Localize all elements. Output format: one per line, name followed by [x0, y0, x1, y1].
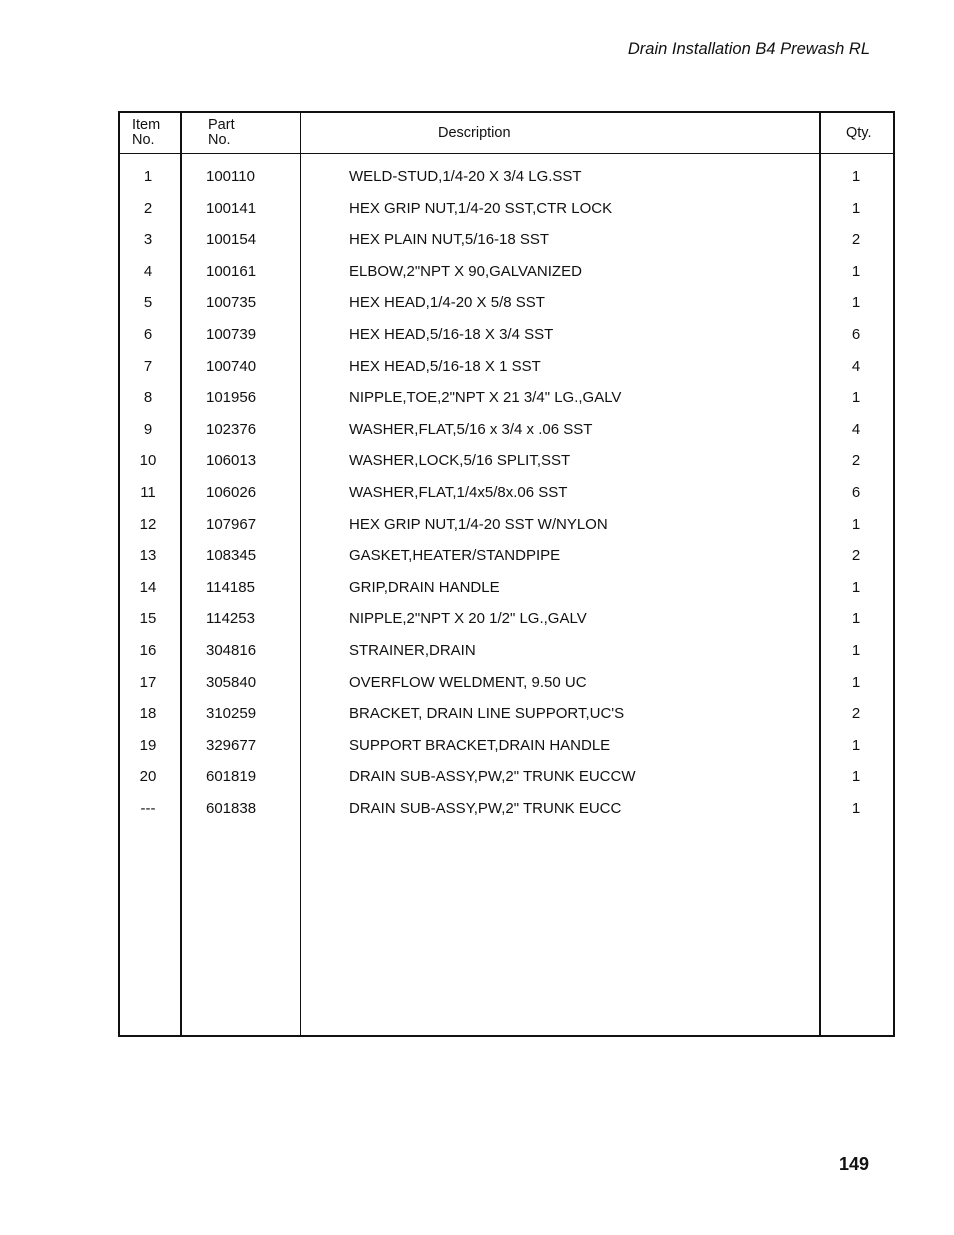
quantity-cell: 6 — [851, 325, 861, 343]
header-divider — [120, 153, 893, 154]
description-cell: HEX HEAD,1/4-20 X 5/8 SST — [349, 294, 545, 312]
description-cell: HEX PLAIN NUT,5/16-18 SST — [349, 231, 550, 249]
quantity-cell: 1 — [851, 515, 861, 533]
table-row — [120, 256, 893, 288]
description-cell: ELBOW,2"NPT X 90,GALVANIZED — [349, 262, 582, 280]
item-number-cell: 8 — [143, 389, 153, 407]
part-number-cell: 108345 — [206, 547, 257, 565]
item-number-cell: 6 — [143, 325, 153, 343]
description-cell: NIPPLE,TOE,2"NPT X 21 3/4" LG.,GALV — [349, 389, 622, 407]
quantity-cell: 1 — [851, 610, 861, 628]
item-number-cell: 19 — [139, 736, 157, 754]
table-row — [120, 572, 893, 604]
item-number-cell: 16 — [139, 641, 157, 659]
table-row — [120, 540, 893, 572]
quantity-cell: 4 — [851, 357, 861, 375]
item-number-cell: 1 — [143, 168, 153, 185]
description-cell: HEX HEAD,5/16-18 X 1 SST — [349, 357, 541, 375]
part-number-cell: 100739 — [206, 325, 257, 343]
quantity-cell: 2 — [851, 547, 861, 565]
description-cell: GRIP,DRAIN HANDLE — [349, 578, 500, 596]
description-cell: WELD-STUD,1/4-20 X 3/4 LG.SST — [349, 168, 582, 185]
part-number-cell: 100141 — [206, 199, 257, 217]
part-number-cell: 101956 — [206, 389, 257, 407]
description-cell: SUPPORT BRACKET,DRAIN HANDLE — [349, 736, 611, 754]
quantity-cell: 1 — [851, 262, 861, 280]
description-cell: DRAIN SUB-ASSY,PW,2" TRUNK EUCCW — [349, 768, 636, 786]
description-cell: NIPPLE,2"NPT X 20 1/2" LG.,GALV — [349, 610, 587, 628]
item-number-cell: 14 — [139, 578, 157, 596]
item-number-cell: --- — [140, 799, 156, 817]
description-cell: HEX GRIP NUT,1/4-20 SST W/NYLON — [349, 515, 608, 533]
table-row — [120, 761, 893, 793]
part-number-cell: 329677 — [206, 736, 257, 754]
item-number-cell: 9 — [143, 420, 153, 438]
quantity-cell: 2 — [851, 452, 861, 470]
parts-table-body — [120, 161, 893, 824]
part-number-cell: 100740 — [206, 357, 257, 375]
item-number-cell: 11 — [140, 483, 156, 501]
quantity-cell: 1 — [851, 799, 861, 817]
description-cell: HEX GRIP NUT,1/4-20 SST,CTR LOCK — [349, 199, 613, 217]
quantity-cell: 2 — [851, 705, 861, 723]
description-cell: HEX HEAD,5/16-18 X 3/4 SST — [349, 325, 554, 343]
table-row — [120, 698, 893, 730]
item-number-cell: 2 — [143, 199, 153, 217]
page-number: 149 — [838, 1154, 869, 1174]
description-cell: BRACKET, DRAIN LINE SUPPORT,UC'S — [349, 705, 625, 723]
item-number-cell: 3 — [143, 231, 153, 249]
description-cell: STRAINER,DRAIN — [349, 641, 476, 659]
part-number-cell: 102376 — [206, 420, 257, 438]
part-number-cell: 114185 — [206, 578, 255, 596]
column-header-description: Description — [438, 125, 511, 141]
part-number-cell: 100161 — [206, 262, 257, 280]
part-number-cell: 305840 — [206, 673, 257, 691]
column-header-qty: Qty. — [846, 125, 872, 141]
part-number-cell: 106013 — [206, 452, 257, 470]
page-header-title: Drain Installation B4 Prewash RL — [627, 40, 870, 58]
quantity-cell: 1 — [851, 673, 861, 691]
item-number-cell: 15 — [139, 610, 157, 628]
item-number-cell: 5 — [143, 294, 153, 312]
quantity-cell: 1 — [851, 389, 861, 407]
description-cell: OVERFLOW WELDMENT, 9.50 UC — [349, 673, 587, 691]
quantity-cell: 1 — [851, 641, 861, 659]
parts-table — [118, 111, 895, 1037]
quantity-cell: 1 — [851, 736, 861, 754]
item-number-cell: 4 — [143, 262, 153, 280]
column-header-part-no: Part No. — [208, 117, 235, 148]
quantity-cell: 2 — [851, 231, 861, 249]
table-row — [120, 793, 893, 825]
table-row — [120, 509, 893, 541]
item-number-cell: 12 — [139, 515, 157, 533]
item-number-cell: 7 — [143, 357, 153, 375]
part-number-cell: 106026 — [206, 483, 257, 501]
part-number-cell: 100154 — [206, 231, 257, 249]
table-row — [120, 603, 893, 635]
item-number-cell: 10 — [139, 452, 157, 470]
part-number-cell: 601838 — [206, 799, 257, 817]
item-number-cell: 13 — [139, 547, 157, 565]
table-row — [120, 667, 893, 699]
item-number-cell: 20 — [139, 768, 157, 786]
table-row — [120, 319, 893, 351]
description-cell: WASHER,FLAT,1/4x5/8x.06 SST — [349, 483, 568, 501]
part-number-cell: 100110 — [206, 168, 255, 185]
table-row — [120, 445, 893, 477]
table-row — [120, 193, 893, 225]
part-number-cell: 114253 — [206, 610, 255, 628]
description-cell: WASHER,LOCK,5/16 SPLIT,SST — [349, 452, 571, 470]
table-row — [120, 351, 893, 383]
quantity-cell: 1 — [851, 578, 861, 596]
table-row — [120, 730, 893, 762]
table-row — [120, 287, 893, 319]
table-row — [120, 224, 893, 256]
description-cell: GASKET,HEATER/STANDPIPE — [349, 547, 561, 565]
quantity-cell: 1 — [851, 168, 861, 185]
quantity-cell: 1 — [851, 199, 861, 217]
table-row — [120, 382, 893, 414]
part-number-cell: 310259 — [206, 705, 257, 723]
table-row — [120, 477, 893, 509]
item-number-cell: 18 — [139, 705, 157, 723]
item-number-cell: 17 — [139, 673, 157, 691]
quantity-cell: 6 — [851, 483, 861, 501]
quantity-cell: 4 — [851, 420, 861, 438]
part-number-cell: 107967 — [206, 515, 257, 533]
part-number-cell: 304816 — [206, 641, 257, 659]
table-row — [120, 414, 893, 446]
column-header-item-no: Item No. — [132, 117, 161, 148]
quantity-cell: 1 — [851, 294, 861, 312]
description-cell: DRAIN SUB-ASSY,PW,2" TRUNK EUCC — [349, 799, 622, 817]
part-number-cell: 601819 — [206, 768, 257, 786]
quantity-cell: 1 — [851, 768, 861, 786]
part-number-cell: 100735 — [206, 294, 257, 312]
description-cell: WASHER,FLAT,5/16 x 3/4 x .06 SST — [349, 420, 593, 438]
table-row — [120, 635, 893, 667]
table-row — [120, 161, 893, 193]
